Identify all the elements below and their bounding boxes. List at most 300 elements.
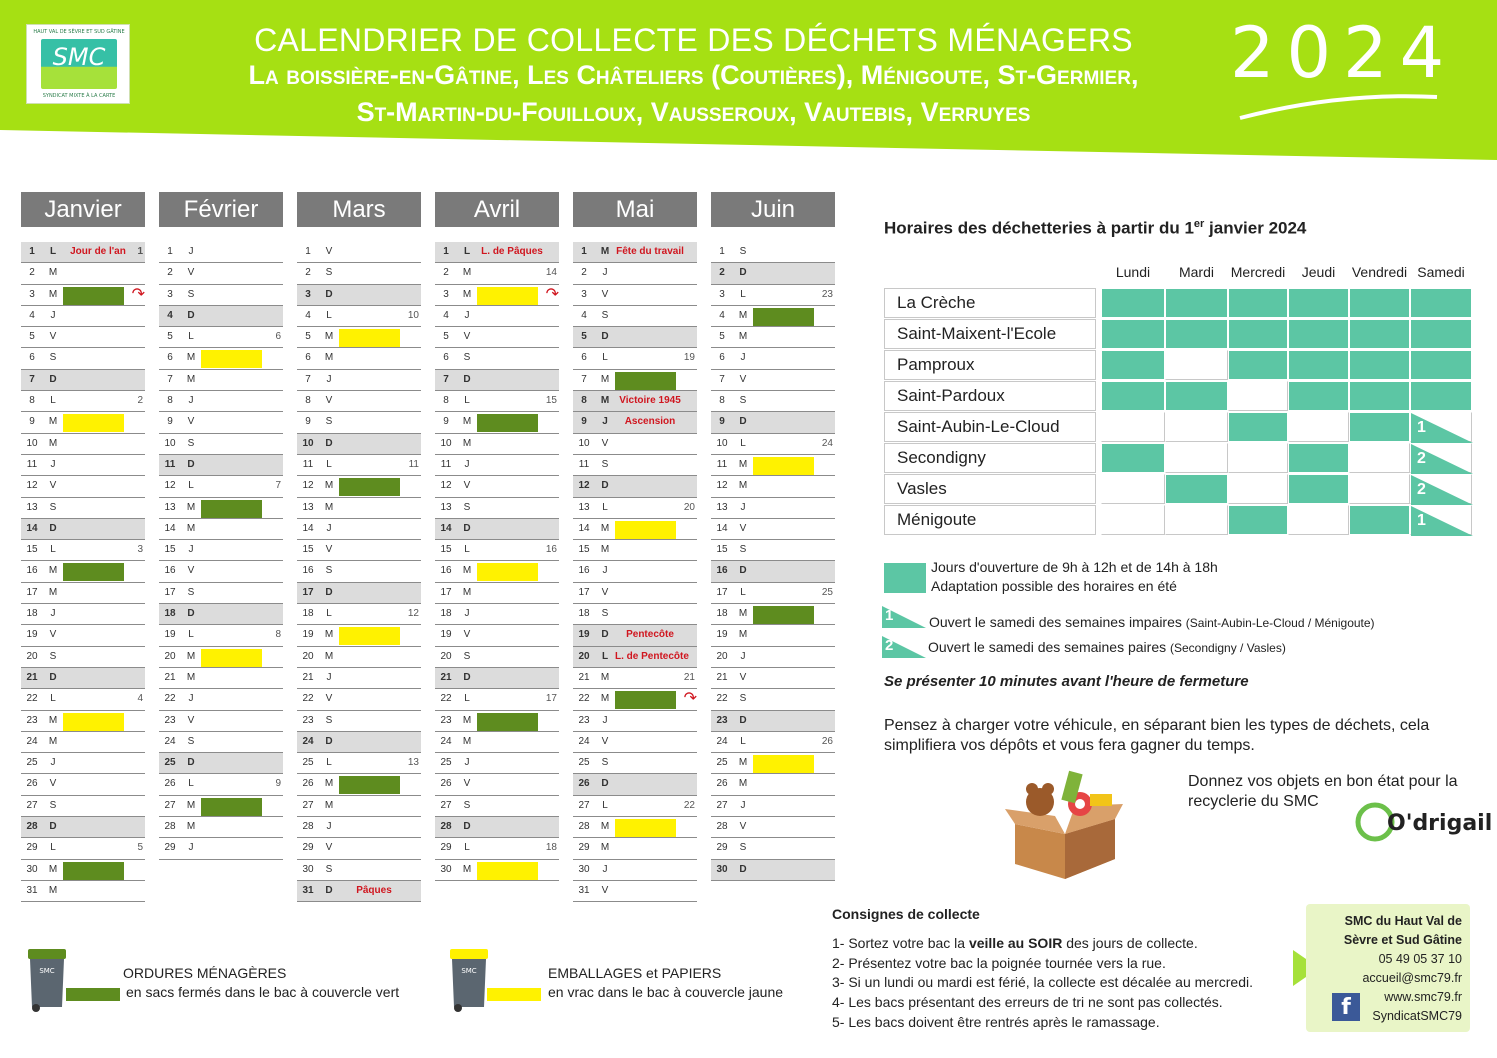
- day-number: 26: [440, 778, 452, 790]
- day-row: [573, 604, 697, 625]
- month-0: [21, 192, 145, 896]
- open-cell: [1349, 288, 1410, 318]
- day-letter: V: [601, 437, 609, 449]
- day-row: [159, 498, 283, 519]
- day-number: 2: [305, 267, 311, 279]
- site-name: Saint-Pardoux: [884, 381, 1096, 411]
- day-letter: D: [325, 288, 333, 300]
- day-row: [21, 881, 145, 902]
- day-row: [711, 370, 835, 391]
- day-row: [159, 625, 283, 646]
- day-row: [21, 285, 145, 306]
- day-letter: V: [601, 884, 609, 896]
- day-number: 2: [29, 267, 35, 279]
- day-row: [435, 647, 559, 668]
- day-letter: M: [186, 799, 196, 811]
- day-number: 24: [26, 735, 38, 747]
- day-row: [21, 370, 145, 391]
- week-parity-label: 1: [1417, 419, 1426, 436]
- day-row: [159, 732, 283, 753]
- svg-text:SMC: SMC: [39, 967, 55, 975]
- day-number: 20: [164, 650, 176, 662]
- day-number: 12: [578, 480, 590, 492]
- day-letter: M: [600, 693, 610, 705]
- day-letter: V: [463, 629, 471, 641]
- day-row: [435, 561, 559, 582]
- open-cell: [1165, 288, 1228, 318]
- day-number: 6: [305, 352, 311, 364]
- day-number: 15: [164, 544, 176, 556]
- legend-open-swatch: [884, 563, 926, 593]
- day-number: 4: [29, 309, 35, 321]
- site-name: Pamproux: [884, 350, 1096, 380]
- day-number: 10: [716, 437, 728, 449]
- closed-cell: [1165, 505, 1228, 535]
- month-header: Mai: [573, 192, 697, 227]
- open-cell: [1228, 505, 1288, 535]
- green-collection-bar: [63, 862, 124, 880]
- week-number: 9: [275, 778, 281, 790]
- closed-cell: [1288, 412, 1349, 442]
- day-row: [711, 263, 835, 284]
- day-row: [711, 732, 835, 753]
- recyclerie-text: Donnez vos objets en bon état pour la recyclerie du SMC: [1188, 773, 1458, 810]
- day-number: 18: [716, 608, 728, 620]
- day-row: [573, 285, 697, 306]
- day-number: 1: [305, 246, 311, 257]
- day-number: 8: [167, 395, 173, 407]
- day-row: [21, 732, 145, 753]
- day-letter: V: [601, 288, 609, 300]
- month-header: Janvier: [21, 192, 145, 227]
- day-row: [159, 668, 283, 689]
- day-row: [573, 242, 697, 263]
- closed-cell: [1349, 443, 1410, 473]
- day-row: [573, 647, 697, 668]
- dechetterie-title: Horaires des déchetteries à partir du 1er janvier 2024: [884, 218, 1307, 238]
- day-row: [159, 519, 283, 540]
- open-cell: [1165, 381, 1228, 411]
- day-row: [159, 583, 283, 604]
- day-row: [435, 838, 559, 859]
- day-number: 17: [440, 586, 452, 598]
- day-number: 1: [719, 246, 725, 257]
- contact-phone[interactable]: 05 49 05 37 10: [1378, 952, 1462, 966]
- day-row: [297, 647, 421, 668]
- day-row: [297, 455, 421, 476]
- day-letter: M: [462, 735, 472, 747]
- yellow-collection-bar: [63, 414, 124, 432]
- day-letter: J: [602, 714, 608, 726]
- day-number: 24: [302, 735, 314, 747]
- holiday-label: L. de Pâques: [481, 246, 543, 257]
- yellow-collection-bar: [201, 649, 262, 667]
- day-row: [711, 391, 835, 412]
- open-cell: [1349, 381, 1410, 411]
- day-letter: D: [463, 373, 471, 385]
- day-letter: M: [48, 735, 58, 747]
- day-row: [711, 689, 835, 710]
- day-number: 5: [719, 331, 725, 343]
- day-row: [435, 285, 559, 306]
- day-letter: M: [600, 246, 610, 257]
- day-letter: V: [49, 629, 57, 641]
- day-row: [21, 583, 145, 604]
- day-letter: V: [463, 778, 471, 790]
- day-row: [435, 455, 559, 476]
- day-number: 4: [581, 309, 587, 321]
- day-number: 11: [302, 458, 314, 470]
- day-letter: L: [464, 842, 470, 854]
- day-row: [711, 476, 835, 497]
- day-row: [21, 348, 145, 369]
- day-row: [21, 476, 145, 497]
- day-number: 11: [164, 458, 176, 470]
- day-row: [21, 753, 145, 774]
- day-row: [297, 625, 421, 646]
- holiday-label: Fête du travail: [616, 246, 684, 257]
- day-number: 14: [716, 522, 728, 534]
- day-row: [21, 689, 145, 710]
- day-row: [21, 796, 145, 817]
- open-cell: [1101, 381, 1165, 411]
- day-letter: S: [739, 246, 747, 257]
- day-letter: M: [462, 267, 472, 279]
- day-letter: M: [462, 416, 472, 428]
- day-number: 15: [716, 544, 728, 556]
- day-row: [711, 519, 835, 540]
- day-row: [573, 796, 697, 817]
- day-number: 19: [578, 629, 590, 641]
- day-letter: D: [187, 757, 195, 769]
- open-cell: [1288, 288, 1349, 318]
- day-row: [21, 711, 145, 732]
- day-number: 13: [440, 501, 452, 513]
- day-letter: M: [48, 437, 58, 449]
- day-number: 9: [719, 416, 725, 428]
- day-row: [711, 434, 835, 455]
- week-number: 3: [137, 544, 143, 556]
- day-row: [711, 796, 835, 817]
- day-letter: M: [186, 650, 196, 662]
- day-letter: L: [50, 693, 56, 705]
- day-number: 26: [716, 778, 728, 790]
- day-row: [435, 434, 559, 455]
- day-number: 19: [164, 629, 176, 641]
- closed-cell: [1228, 381, 1288, 411]
- day-letter: S: [601, 458, 609, 470]
- day-row: [711, 668, 835, 689]
- day-letter: D: [739, 565, 747, 577]
- day-letter: S: [601, 757, 609, 769]
- day-row: [21, 540, 145, 561]
- day-row: [297, 774, 421, 795]
- day-number: 22: [302, 693, 314, 705]
- week-number: 12: [407, 608, 419, 620]
- day-number: 28: [440, 821, 452, 833]
- day-number: 3: [443, 288, 449, 300]
- day-letter: S: [463, 352, 471, 364]
- day-letter: D: [187, 458, 195, 470]
- day-number: 21: [26, 671, 38, 683]
- day-letter: M: [600, 522, 610, 534]
- day-letter: J: [188, 246, 194, 257]
- open-cell: [1349, 319, 1410, 349]
- day-row: [573, 689, 697, 710]
- week-number: 26: [821, 735, 833, 747]
- day-letter: J: [50, 458, 56, 470]
- day-letter: M: [324, 629, 334, 641]
- day-row: [159, 774, 283, 795]
- day-number: 3: [29, 288, 35, 300]
- day-letter: J: [464, 757, 470, 769]
- day-row: [711, 711, 835, 732]
- week-number: 11: [408, 458, 419, 470]
- day-letter: M: [186, 522, 196, 534]
- day-letter: L: [188, 778, 194, 790]
- day-letter: M: [324, 501, 334, 513]
- day-number: 20: [440, 650, 452, 662]
- day-letter: J: [602, 267, 608, 279]
- day-number: 8: [443, 395, 449, 407]
- day-number: 6: [29, 352, 35, 364]
- day-number: 23: [716, 714, 728, 726]
- day-row: [159, 327, 283, 348]
- day-row: [435, 753, 559, 774]
- day-letter: L: [326, 458, 332, 470]
- day-letter: L: [740, 735, 746, 747]
- day-number: 5: [581, 331, 587, 343]
- day-number: 10: [302, 437, 314, 449]
- day-number: 1: [29, 246, 35, 257]
- day-row: [159, 285, 283, 306]
- day-number: 15: [302, 544, 314, 556]
- week-number: 2: [137, 395, 143, 407]
- day-row: [159, 242, 283, 263]
- day-letter: M: [738, 629, 748, 641]
- month-2: [297, 192, 421, 896]
- logo-top-text: HAUT VAL DE SÈVRE ET SUD GÂTINE: [33, 29, 125, 35]
- day-letter: S: [187, 288, 195, 300]
- day-letter: M: [738, 458, 748, 470]
- day-letter: S: [601, 608, 609, 620]
- day-letter: V: [325, 395, 333, 407]
- day-letter: D: [463, 522, 471, 534]
- open-cell: [1101, 350, 1165, 380]
- day-row: [159, 689, 283, 710]
- day-letter: S: [49, 352, 57, 364]
- day-row: [21, 306, 145, 327]
- day-row: [435, 476, 559, 497]
- day-number: 25: [302, 757, 314, 769]
- day-letter: D: [325, 735, 333, 747]
- day-number: 5: [167, 331, 173, 343]
- day-row: [711, 412, 835, 433]
- day-row: [297, 753, 421, 774]
- day-number: 7: [29, 373, 35, 385]
- day-row: [297, 561, 421, 582]
- open-cell: [1228, 350, 1288, 380]
- week-number: 13: [407, 757, 419, 769]
- day-letter: L: [464, 544, 470, 556]
- communes-line-2: St-Martin-du-Fouilloux, Vausseroux, Vautebis, Verruyes: [356, 97, 1031, 127]
- closed-cell: [1101, 412, 1165, 442]
- day-row: [159, 711, 283, 732]
- holiday-label: Victoire 1945: [619, 395, 681, 407]
- day-number: 8: [305, 395, 311, 407]
- day-number: 19: [440, 629, 452, 641]
- day-row: [159, 370, 283, 391]
- week-number: 18: [545, 842, 557, 854]
- day-letter: J: [740, 501, 746, 513]
- day-letter: L: [463, 246, 471, 257]
- yellow-collection-bar: [201, 350, 262, 368]
- day-letter: D: [739, 863, 747, 875]
- emballages-sub: en vrac dans le bac à couvercle jaune: [548, 984, 784, 1000]
- day-letter: V: [49, 778, 57, 790]
- day-letter: J: [50, 608, 56, 620]
- day-number: 2: [581, 267, 587, 279]
- day-letter: J: [326, 821, 332, 833]
- day-row: [21, 434, 145, 455]
- day-number: 16: [578, 565, 590, 577]
- week-parity-label: 1: [1417, 512, 1426, 529]
- day-number: 31: [26, 884, 38, 896]
- day-number: 22: [26, 693, 38, 705]
- day-letter: M: [324, 480, 334, 492]
- holiday-label: Pentecôte: [626, 629, 674, 641]
- day-letter: J: [188, 842, 194, 854]
- day-letter: S: [463, 650, 471, 662]
- day-number: 16: [440, 565, 452, 577]
- week-parity-label: 2: [1417, 450, 1426, 467]
- day-letter: V: [325, 693, 333, 705]
- day-number: 8: [581, 395, 587, 407]
- day-number: 7: [167, 373, 173, 385]
- day-letter: M: [48, 288, 58, 300]
- day-number: 18: [578, 608, 590, 620]
- day-letter: L: [50, 395, 56, 407]
- day-number: 3: [719, 288, 725, 300]
- day-row: [159, 348, 283, 369]
- day-row: [573, 348, 697, 369]
- green-collection-bar: [753, 606, 814, 624]
- yellow-collection-bar: [63, 713, 124, 731]
- day-letter: L: [601, 650, 609, 662]
- day-letter: V: [739, 522, 747, 534]
- day-number: 21: [716, 671, 728, 683]
- day-letter: M: [48, 863, 58, 875]
- day-number: 31: [302, 884, 314, 896]
- day-number: 11: [26, 458, 38, 470]
- closed-cell: [1228, 474, 1288, 504]
- day-letter: J: [326, 522, 332, 534]
- partial-open-cell: [1410, 412, 1472, 442]
- day-number: 24: [164, 735, 176, 747]
- weekday-header: Vendredi: [1351, 264, 1408, 280]
- day-letter: J: [464, 608, 470, 620]
- week-number: 24: [821, 437, 833, 449]
- day-letter: L: [326, 608, 332, 620]
- day-letter: M: [738, 608, 748, 620]
- day-row: [21, 498, 145, 519]
- week-number: 7: [275, 480, 281, 492]
- day-letter: J: [50, 757, 56, 769]
- day-letter: S: [739, 395, 747, 407]
- day-number: 7: [581, 373, 587, 385]
- day-number: 21: [164, 671, 176, 683]
- day-letter: M: [738, 331, 748, 343]
- closed-cell: [1228, 443, 1288, 473]
- day-number: 15: [26, 544, 38, 556]
- day-letter: V: [187, 714, 195, 726]
- green-collection-bar: [477, 414, 538, 432]
- open-cell: [1349, 412, 1410, 442]
- year-label: 2024: [1230, 12, 1457, 94]
- day-letter: J: [464, 458, 470, 470]
- day-number: 9: [581, 416, 587, 428]
- day-number: 16: [26, 565, 38, 577]
- day-number: 6: [581, 352, 587, 364]
- day-row: [711, 838, 835, 859]
- day-number: 23: [164, 714, 176, 726]
- open-cell: [1410, 319, 1472, 349]
- contact-website[interactable]: www.smc79.fr: [1384, 990, 1462, 1004]
- closed-cell: [1349, 474, 1410, 504]
- day-row: [435, 348, 559, 369]
- day-number: 17: [578, 586, 590, 598]
- yellow-collection-bar: [477, 287, 538, 305]
- day-row: [573, 455, 697, 476]
- holiday-label: Jour de l'an: [70, 246, 126, 257]
- day-letter: D: [187, 608, 195, 620]
- month-4: [573, 192, 697, 896]
- day-number: 7: [305, 373, 311, 385]
- day-number: 13: [26, 501, 38, 513]
- contact-email[interactable]: accueil@smc79.fr: [1362, 971, 1462, 985]
- day-number: 26: [578, 778, 590, 790]
- contact-box: [1306, 904, 1470, 1032]
- day-letter: S: [325, 416, 333, 428]
- day-number: 11: [578, 458, 590, 470]
- day-letter: L: [464, 693, 470, 705]
- day-row: [573, 668, 697, 689]
- day-letter: V: [739, 373, 747, 385]
- day-number: 29: [716, 842, 728, 854]
- day-row: [435, 498, 559, 519]
- open-cell: [1228, 319, 1288, 349]
- smc-logo: [26, 24, 130, 104]
- day-number: 22: [164, 693, 176, 705]
- day-row: [435, 860, 559, 881]
- facebook-icon[interactable]: f: [1332, 993, 1360, 1021]
- day-number: 16: [716, 565, 728, 577]
- open-cell: [1349, 505, 1410, 535]
- contact-facebook[interactable]: SyndicatSMC79: [1372, 1009, 1462, 1023]
- closed-cell: [1101, 505, 1165, 535]
- day-letter: J: [464, 309, 470, 321]
- day-row: [711, 242, 835, 263]
- month-5: [711, 192, 835, 875]
- day-number: 21: [440, 671, 452, 683]
- open-cell: [1228, 412, 1288, 442]
- day-row: [711, 774, 835, 795]
- week-number: 10: [407, 309, 419, 321]
- day-number: 14: [578, 522, 590, 534]
- yellow-bin-icon: [448, 949, 490, 1013]
- open-cell: [1165, 319, 1228, 349]
- closed-cell: [1165, 350, 1228, 380]
